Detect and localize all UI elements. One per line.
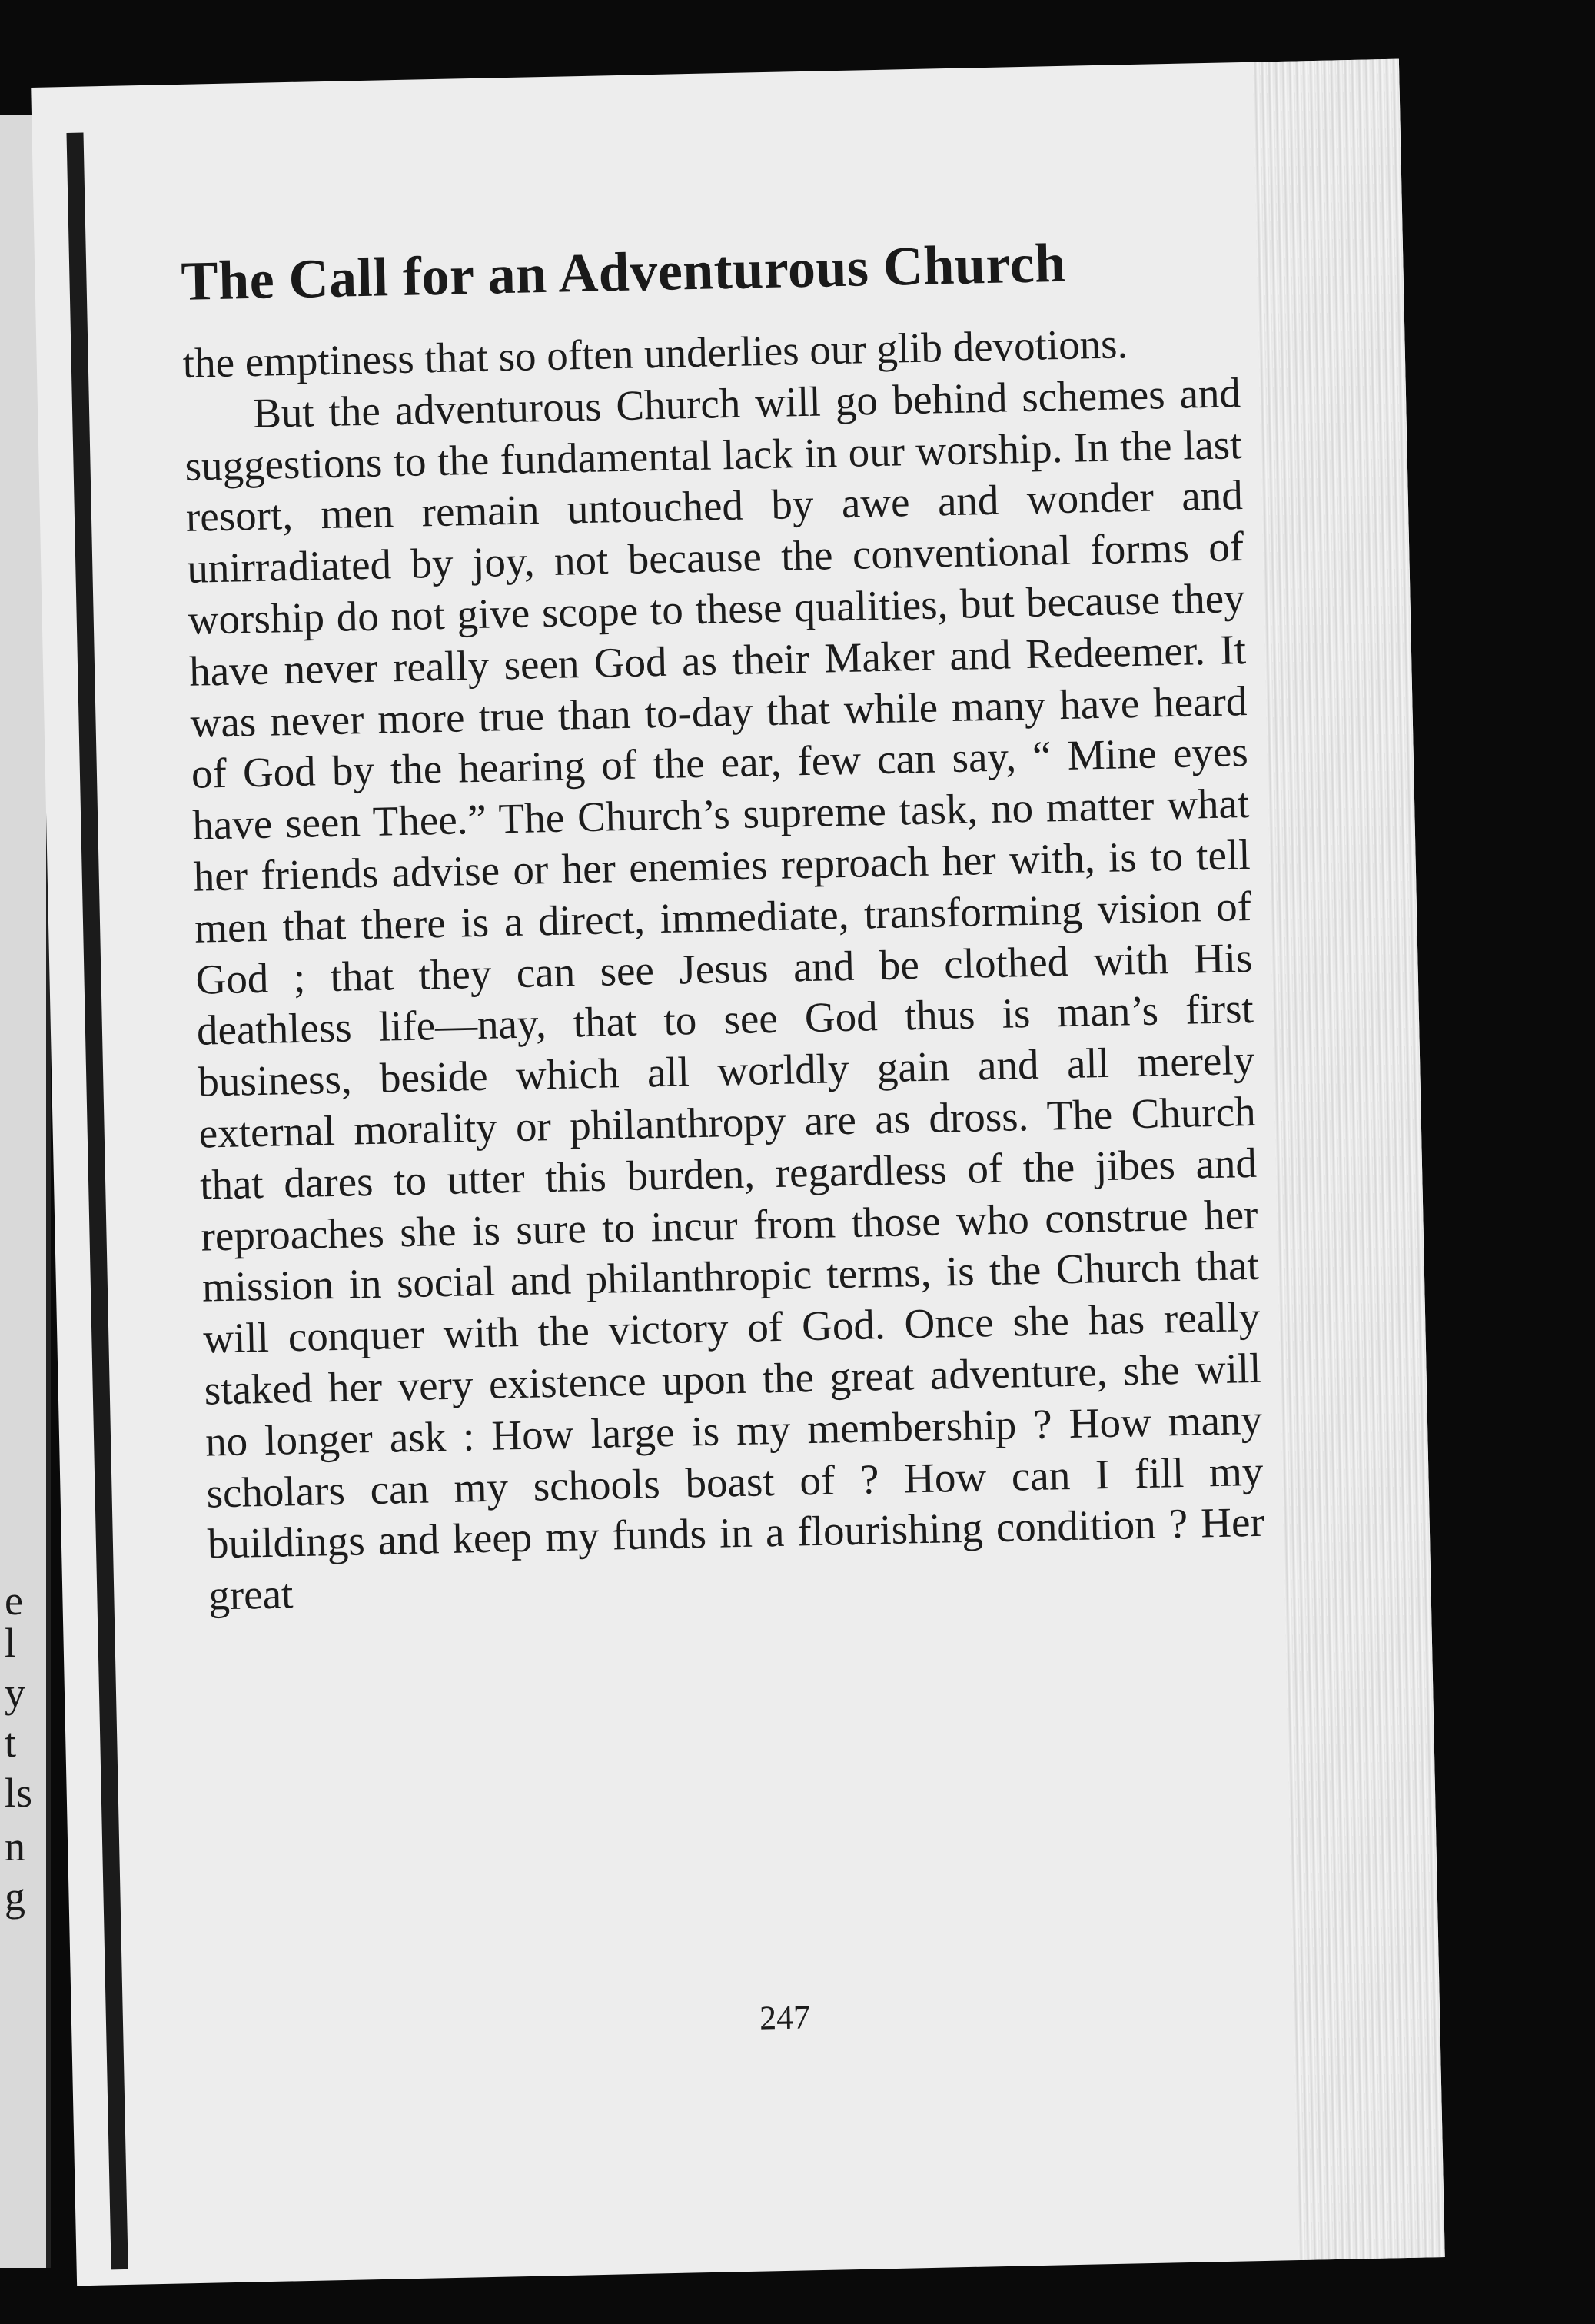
left-page-fragment: ls: [5, 1770, 33, 1816]
page-gutter-shadow: [66, 133, 128, 2270]
left-page-fragment: n: [5, 1824, 25, 1870]
page-number: 247: [759, 1998, 811, 2037]
left-page-fragment: g: [5, 1873, 25, 1920]
paragraph: But the adventurous Church will go behind schemes and suggestions to the fundamental lack in our worship. In the last resort, men remain untouched by awe and wonder and unirradiated by joy, not because the conventional forms of worship do not give scope to these qualities, but because they have never really seen God as their Maker and Redeemer. It was never more true than to-day that while many have heard of God by the hearing of the ear, few can say, “ Mine eyes have seen Thee.” The Church’s supreme task, no matter what her friends advise or her enemies reproach her with, is to tell men that there is a direct, immediate, transforming vision of God ; that they can see Jesus and be clothed with His deathless life—nay, that to see God thus is man’s first business, beside which all worldly gain and all merely external morality or philanthropy are as dross. The Church that dares to utter this burden, regardless of the jibes and reproaches she is sure to incur from those who construe her mission in social and philanthropic terms, is the Church that will conquer with the victory of God. Once she has really staked her very existence upon the great adventure, she will no longer ask : How large is my membership ? How many scholars can my schools boast of ? How can I fill my buildings and keep my funds in a flourishing condition ? Her great: [184, 368, 1265, 1619]
left-page-fragment: y: [5, 1670, 25, 1716]
running-head: The Call for an Adventurous Church: [180, 231, 1067, 312]
left-page-fragment: t: [5, 1720, 17, 1766]
left-page-fragment: e: [5, 1578, 23, 1624]
left-page-fragment: l: [5, 1620, 17, 1666]
book-page: [31, 59, 1445, 2286]
body-text: [182, 316, 1266, 1621]
paragraph-continued: the emptiness that so often underlies our glib devotions.: [182, 320, 1128, 387]
page-stack-edge: [1253, 59, 1445, 2260]
